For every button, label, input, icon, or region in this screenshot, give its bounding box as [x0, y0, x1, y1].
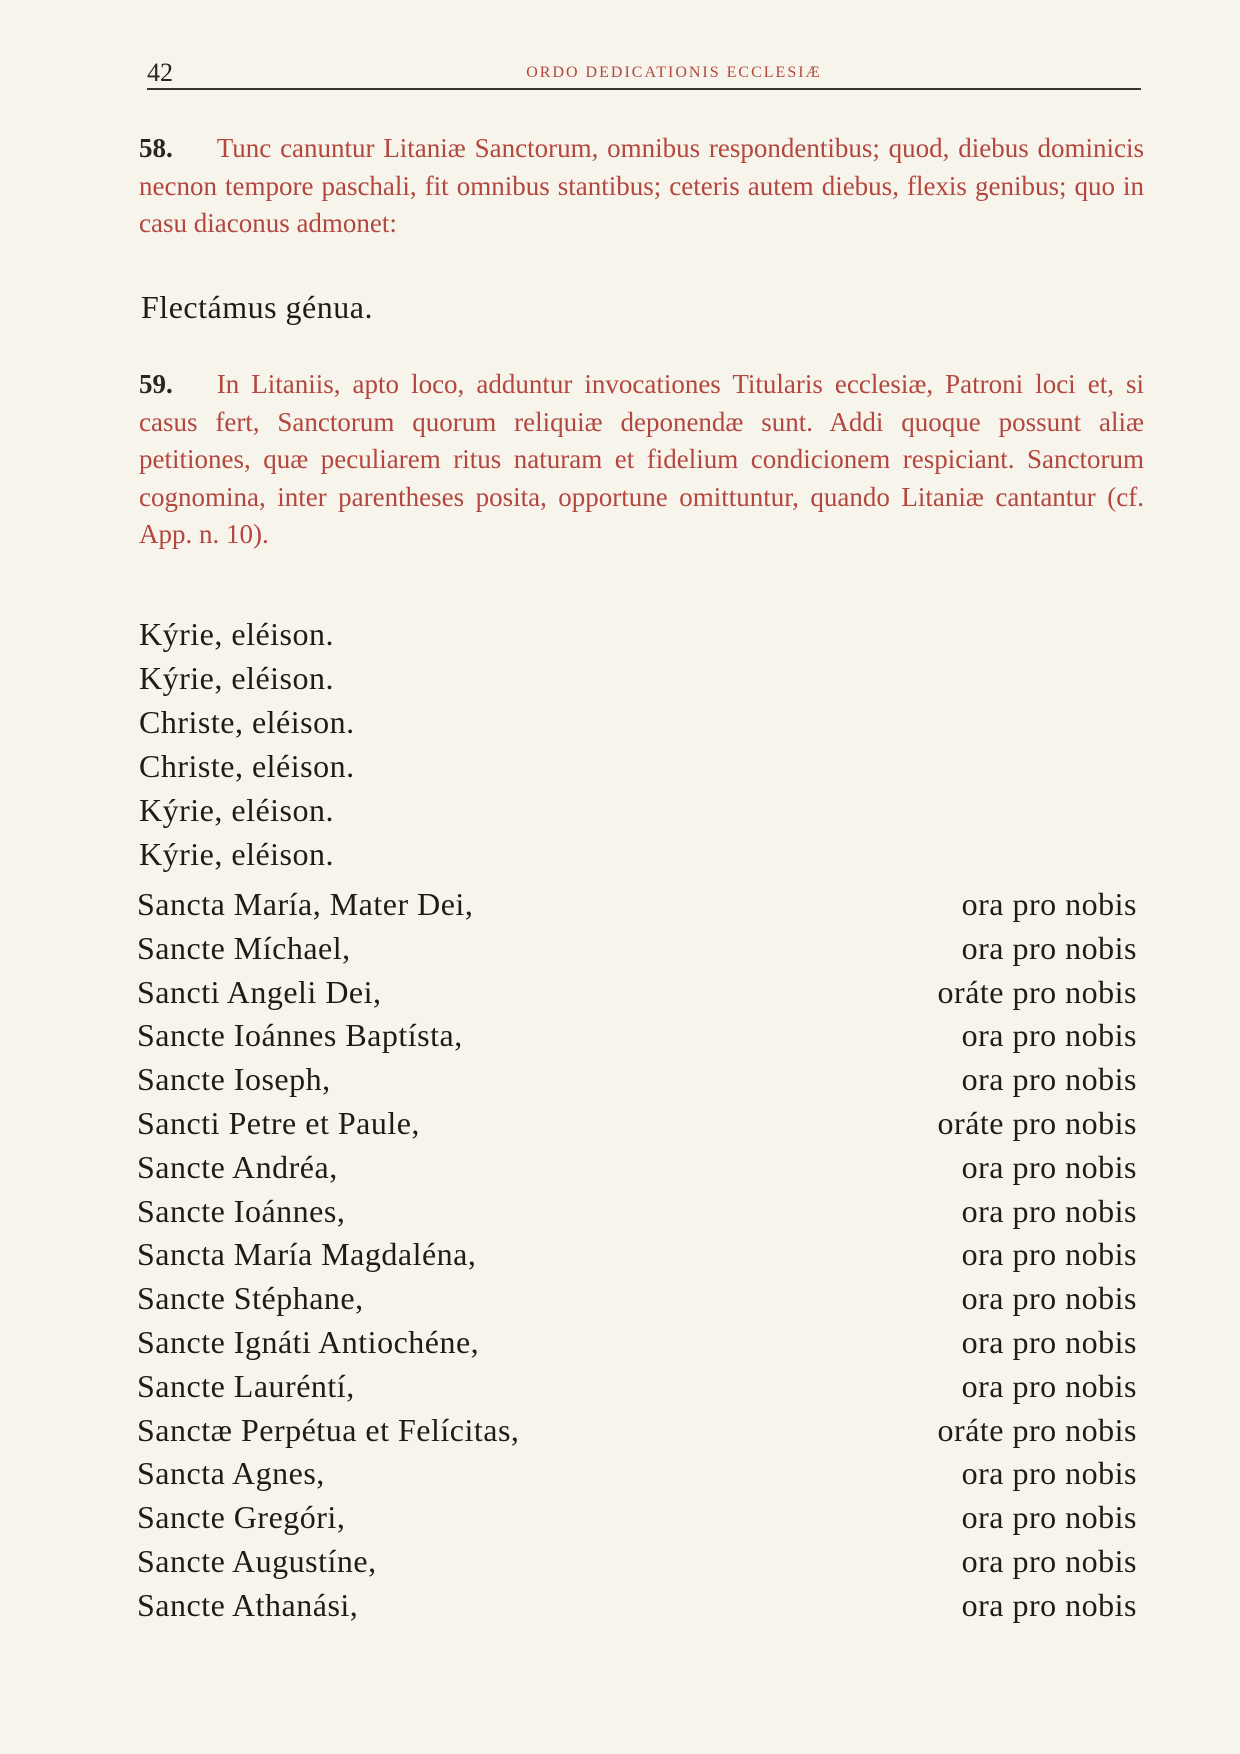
litany-row	[137, 1321, 1137, 1365]
litany-invocation: Sancti Petre et Paule,	[137, 1104, 420, 1141]
litany-row	[137, 1277, 1137, 1321]
litany-invocation: Sancte Lauréntí,	[137, 1367, 355, 1404]
section-number-58: 58.	[139, 133, 173, 163]
rubric-59	[139, 366, 1144, 554]
rubric-58	[139, 130, 1144, 243]
litany-row	[137, 883, 1137, 927]
litany-invocation: Sancte Stéphane,	[137, 1280, 364, 1317]
litany-response: oráte pro nobis	[937, 1104, 1137, 1141]
litany-invocation: Sancte Ignáti Antiochéne,	[137, 1323, 480, 1360]
litany-invocation: Sancte Andréa,	[137, 1148, 338, 1185]
litany-row	[137, 1014, 1137, 1058]
litany-response: ora pro nobis	[961, 1280, 1137, 1317]
litany-row	[137, 1496, 1137, 1540]
page-number: 42	[147, 58, 173, 87]
litany-response: ora pro nobis	[961, 1017, 1137, 1054]
litany-response: ora pro nobis	[961, 1148, 1137, 1185]
kyrie-line: Kýrie, eléison.	[139, 660, 334, 696]
litany-response: ora pro nobis	[961, 1586, 1137, 1623]
litany-row	[137, 1452, 1137, 1496]
litany-row	[137, 1058, 1137, 1102]
litany-row	[137, 1540, 1137, 1584]
rubric-59-text: In Litaniis, apto loco, adduntur invocationes Titularis ecclesiæ, Patroni loci et, si casus fert, Sanctorum quorum reliquiæ deponendæ sunt. Addi quoque possunt aliæ petitiones, quæ peculiarem ritus naturam et fidelium condicionem respiciant. Sanctorum cognomina, inter parentheses posita, opportune omittuntur, quando Litaniæ cantantur (cf. App. n. 10).	[139, 369, 1144, 549]
litany-row	[137, 1233, 1137, 1277]
litany-row	[137, 1146, 1137, 1190]
deacon-admonition: Flectámus génua.	[141, 289, 373, 325]
litany-invocation: Sancta María, Mater Dei,	[137, 886, 474, 922]
litany-row	[137, 1365, 1137, 1409]
litany-response: ora pro nobis	[961, 1236, 1137, 1273]
litany-row	[137, 971, 1137, 1015]
kyrie-block	[139, 612, 739, 876]
litany-row	[137, 1190, 1137, 1234]
litany-row	[137, 1584, 1137, 1628]
litany-row	[137, 1102, 1137, 1146]
litany-invocation: Sancte Gregóri,	[137, 1499, 346, 1536]
litany-row	[137, 927, 1137, 971]
litany-invocation: Sancte Ioánnes Baptísta,	[137, 1017, 463, 1054]
running-head	[147, 52, 1141, 90]
litany-response: ora pro nobis	[961, 1367, 1137, 1404]
litany-response: ora pro nobis	[961, 1455, 1137, 1492]
litany-list	[137, 883, 1137, 1628]
litany-response: oráte pro nobis	[937, 1411, 1137, 1448]
litany-invocation: Sanctæ Perpétua et Felícitas,	[137, 1411, 520, 1448]
litany-response: oráte pro nobis	[937, 973, 1137, 1010]
litany-row	[137, 1409, 1137, 1453]
kyrie-line: Christe, eléison.	[139, 704, 355, 740]
litany-response: ora pro nobis	[961, 1542, 1137, 1579]
section-number-59: 59.	[139, 369, 173, 399]
litany-invocation: Sancte Míchael,	[137, 929, 351, 966]
litany-invocation: Sancte Ioánnes,	[137, 1192, 346, 1229]
litany-invocation: Sancte Augustíne,	[137, 1542, 377, 1579]
litany-invocation: Sancta María Magdaléna,	[137, 1236, 477, 1273]
litany-response: ora pro nobis	[961, 929, 1137, 966]
litany-response: ora pro nobis	[961, 1192, 1137, 1229]
kyrie-line: Christe, eléison.	[139, 748, 355, 784]
litany-invocation: Sancte Athanási,	[137, 1586, 359, 1623]
litany-response: ora pro nobis	[961, 1061, 1137, 1098]
litany-invocation: Sancte Ioseph,	[137, 1061, 331, 1098]
rubric-58-text: Tunc canuntur Litaniæ Sanctorum, omnibus respondentibus; quod, diebus dominicis necnon tempore paschali, fit omnibus stantibus; ceteris autem diebus, flexis genibus; quo in casu diaconus admonet:	[139, 133, 1144, 238]
kyrie-line: Kýrie, eléison.	[139, 616, 334, 652]
litany-response: ora pro nobis	[961, 886, 1137, 922]
litany-response: ora pro nobis	[961, 1323, 1137, 1360]
running-title: ORDO DEDICATIONIS ECCLESIÆ	[526, 64, 822, 81]
kyrie-line: Kýrie, eléison.	[139, 836, 334, 872]
litany-response: ora pro nobis	[961, 1499, 1137, 1536]
kyrie-line: Kýrie, eléison.	[139, 792, 334, 828]
litany-invocation: Sancta Agnes,	[137, 1455, 325, 1492]
litany-invocation: Sancti Angeli Dei,	[137, 973, 382, 1010]
